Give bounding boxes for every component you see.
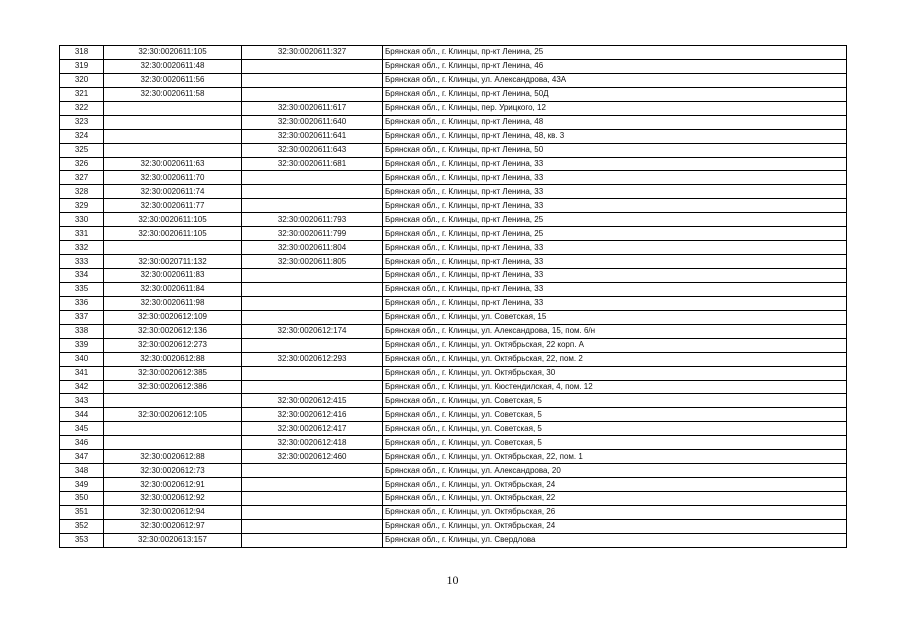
address-cell: Брянская обл., г. Клинцы, ул. Октябрьская, 24 [383,478,847,492]
table-row [60,505,847,519]
object-cadastral-number-cell: 32:30:0020612:174 [242,324,383,338]
address-cell: Брянская обл., г. Клинцы, пр-кт Ленина, 33 [383,255,847,269]
row-number-cell: 323 [60,115,104,129]
object-cadastral-number-cell: 32:30:0020612:293 [242,352,383,366]
row-number-cell: 341 [60,366,104,380]
row-number-cell: 348 [60,464,104,478]
table-row [60,533,847,547]
table-row [60,199,847,213]
parcel-cadastral-number-cell: 32:30:0020611:77 [104,199,242,213]
row-number-cell: 343 [60,394,104,408]
row-number-cell: 351 [60,505,104,519]
object-cadastral-number-cell [242,199,383,213]
row-number-cell: 340 [60,352,104,366]
object-cadastral-number-cell [242,185,383,199]
parcel-cadastral-number-cell: 32:30:0020611:105 [104,46,242,60]
row-number-cell: 320 [60,73,104,87]
address-cell: Брянская обл., г. Клинцы, ул. Советская, 5 [383,394,847,408]
address-cell: Брянская обл., г. Клинцы, ул. Советская, 5 [383,408,847,422]
table-row [60,73,847,87]
object-cadastral-number-cell [242,380,383,394]
row-number-cell: 318 [60,46,104,60]
table-row [60,171,847,185]
row-number-cell: 338 [60,324,104,338]
address-cell: Брянская обл., г. Клинцы, пр-кт Ленина, 48, кв. 3 [383,129,847,143]
object-cadastral-number-cell: 32:30:0020612:417 [242,422,383,436]
parcel-cadastral-number-cell: 32:30:0020612:92 [104,492,242,506]
parcel-cadastral-number-cell: 32:30:0020611:74 [104,185,242,199]
table-row [60,157,847,171]
table-row [60,227,847,241]
table-row [60,366,847,380]
address-cell: Брянская обл., г. Клинцы, пр-кт Ленина, 48 [383,115,847,129]
parcel-cadastral-number-cell [104,129,242,143]
table-row [60,492,847,506]
table-row [60,241,847,255]
parcel-cadastral-number-cell: 32:30:0020612:386 [104,380,242,394]
table-row [60,143,847,157]
table-row [60,464,847,478]
address-cell: Брянская обл., г. Клинцы, ул. Октябрьская, 30 [383,366,847,380]
address-cell: Брянская обл., г. Клинцы, пр-кт Ленина, 50Д [383,87,847,101]
object-cadastral-number-cell: 32:30:0020611:641 [242,129,383,143]
row-number-cell: 339 [60,338,104,352]
address-cell: Брянская обл., г. Клинцы, пер. Урицкого, 12 [383,101,847,115]
parcel-cadastral-number-cell: 32:30:0020611:105 [104,213,242,227]
row-number-cell: 331 [60,227,104,241]
object-cadastral-number-cell [242,59,383,73]
address-cell: Брянская обл., г. Клинцы, ул. Советская, 5 [383,436,847,450]
parcel-cadastral-number-cell: 32:30:0020612:88 [104,450,242,464]
table-row [60,324,847,338]
object-cadastral-number-cell: 32:30:0020611:799 [242,227,383,241]
object-cadastral-number-cell [242,505,383,519]
table-row [60,450,847,464]
table-row [60,519,847,533]
address-cell: Брянская обл., г. Клинцы, ул. Александрова, 15, пом. 6/н [383,324,847,338]
address-cell: Брянская обл., г. Клинцы, ул. Александрова, 20 [383,464,847,478]
row-number-cell: 335 [60,282,104,296]
table-row [60,59,847,73]
parcel-cadastral-number-cell [104,241,242,255]
parcel-cadastral-number-cell [104,422,242,436]
address-cell: Брянская обл., г. Клинцы, ул. Свердлова [383,533,847,547]
parcel-cadastral-number-cell [104,436,242,450]
row-number-cell: 350 [60,492,104,506]
table-row [60,478,847,492]
parcel-cadastral-number-cell: 32:30:0020611:98 [104,296,242,310]
address-cell: Брянская обл., г. Клинцы, пр-кт Ленина, 46 [383,59,847,73]
object-cadastral-number-cell: 32:30:0020612:415 [242,394,383,408]
table-row [60,213,847,227]
row-number-cell: 324 [60,129,104,143]
table-row [60,338,847,352]
table-row [60,296,847,310]
parcel-cadastral-number-cell: 32:30:0020612:109 [104,310,242,324]
object-cadastral-number-cell: 32:30:0020612:416 [242,408,383,422]
parcel-cadastral-number-cell [104,143,242,157]
parcel-cadastral-number-cell: 32:30:0020612:273 [104,338,242,352]
object-cadastral-number-cell: 32:30:0020611:327 [242,46,383,60]
table-row [60,352,847,366]
table-row [60,87,847,101]
address-cell: Брянская обл., г. Клинцы, пр-кт Ленина, 33 [383,296,847,310]
address-cell: Брянская обл., г. Клинцы, пр-кт Ленина, 33 [383,199,847,213]
row-number-cell: 329 [60,199,104,213]
row-number-cell: 321 [60,87,104,101]
row-number-cell: 347 [60,450,104,464]
parcel-cadastral-number-cell: 32:30:0020611:58 [104,87,242,101]
object-cadastral-number-cell [242,338,383,352]
table-row [60,436,847,450]
object-cadastral-number-cell [242,464,383,478]
address-cell: Брянская обл., г. Клинцы, ул. Октябрьская, 24 [383,519,847,533]
address-cell: Брянская обл., г. Клинцы, ул. Советская, 5 [383,422,847,436]
parcel-cadastral-number-cell [104,115,242,129]
table-row [60,422,847,436]
address-cell: Брянская обл., г. Клинцы, ул. Александрова, 43А [383,73,847,87]
row-number-cell: 325 [60,143,104,157]
object-cadastral-number-cell: 32:30:0020612:418 [242,436,383,450]
parcel-cadastral-number-cell: 32:30:0020612:73 [104,464,242,478]
parcel-cadastral-number-cell: 32:30:0020611:83 [104,269,242,283]
address-cell: Брянская обл., г. Клинцы, ул. Октябрьская, 22 [383,492,847,506]
row-number-cell: 333 [60,255,104,269]
table-row [60,310,847,324]
address-cell: Брянская обл., г. Клинцы, ул. Октябрьская, 22, пом. 1 [383,450,847,464]
address-cell: Брянская обл., г. Клинцы, пр-кт Ленина, 50 [383,143,847,157]
page-number: 10 [446,573,459,587]
table-row [60,282,847,296]
parcel-cadastral-number-cell: 32:30:0020611:48 [104,59,242,73]
address-cell: Брянская обл., г. Клинцы, ул. Октябрьская, 26 [383,505,847,519]
row-number-cell: 352 [60,519,104,533]
parcel-cadastral-number-cell: 32:30:0020611:56 [104,73,242,87]
address-cell: Брянская обл., г. Клинцы, пр-кт Ленина, 33 [383,269,847,283]
parcel-cadastral-number-cell: 32:30:0020611:70 [104,171,242,185]
table-row [60,101,847,115]
row-number-cell: 344 [60,408,104,422]
parcel-cadastral-number-cell: 32:30:0020612:88 [104,352,242,366]
object-cadastral-number-cell [242,519,383,533]
parcel-cadastral-number-cell: 32:30:0020612:97 [104,519,242,533]
row-number-cell: 322 [60,101,104,115]
table-row [60,255,847,269]
table-row [60,46,847,60]
object-cadastral-number-cell [242,282,383,296]
address-cell: Брянская обл., г. Клинцы, ул. Советская, 15 [383,310,847,324]
object-cadastral-number-cell: 32:30:0020611:681 [242,157,383,171]
row-number-cell: 327 [60,171,104,185]
table-row [60,115,847,129]
table-row [60,380,847,394]
table-row [60,408,847,422]
address-cell: Брянская обл., г. Клинцы, ул. Октябрьская, 22 корп. А [383,338,847,352]
address-cell: Брянская обл., г. Клинцы, пр-кт Ленина, 33 [383,157,847,171]
table-row [60,185,847,199]
row-number-cell: 345 [60,422,104,436]
row-number-cell: 342 [60,380,104,394]
object-cadastral-number-cell [242,310,383,324]
address-cell: Брянская обл., г. Клинцы, пр-кт Ленина, 33 [383,282,847,296]
address-cell: Брянская обл., г. Клинцы, пр-кт Ленина, 25 [383,227,847,241]
parcel-cadastral-number-cell: 32:30:0020612:385 [104,366,242,380]
row-number-cell: 334 [60,269,104,283]
parcel-cadastral-number-cell [104,394,242,408]
table-row [60,269,847,283]
table-row [60,394,847,408]
table-row [60,129,847,143]
parcel-cadastral-number-cell: 32:30:0020611:63 [104,157,242,171]
row-number-cell: 346 [60,436,104,450]
row-number-cell: 336 [60,296,104,310]
row-number-cell: 353 [60,533,104,547]
parcel-cadastral-number-cell: 32:30:0020612:136 [104,324,242,338]
row-number-cell: 337 [60,310,104,324]
parcel-cadastral-number-cell: 32:30:0020613:157 [104,533,242,547]
cadastral-registry-table [59,45,847,548]
address-cell: Брянская обл., г. Клинцы, ул. Кюстендилская, 4, пом. 12 [383,380,847,394]
object-cadastral-number-cell [242,492,383,506]
address-cell: Брянская обл., г. Клинцы, ул. Октябрьская, 22, пом. 2 [383,352,847,366]
row-number-cell: 319 [60,59,104,73]
object-cadastral-number-cell: 32:30:0020611:643 [242,143,383,157]
object-cadastral-number-cell [242,478,383,492]
parcel-cadastral-number-cell [104,101,242,115]
row-number-cell: 328 [60,185,104,199]
object-cadastral-number-cell: 32:30:0020611:617 [242,101,383,115]
object-cadastral-number-cell: 32:30:0020612:460 [242,450,383,464]
object-cadastral-number-cell: 32:30:0020611:804 [242,241,383,255]
row-number-cell: 326 [60,157,104,171]
row-number-cell: 332 [60,241,104,255]
address-cell: Брянская обл., г. Клинцы, пр-кт Ленина, 25 [383,213,847,227]
parcel-cadastral-number-cell: 32:30:0020711:132 [104,255,242,269]
address-cell: Брянская обл., г. Клинцы, пр-кт Ленина, 33 [383,185,847,199]
parcel-cadastral-number-cell: 32:30:0020612:105 [104,408,242,422]
parcel-cadastral-number-cell: 32:30:0020612:94 [104,505,242,519]
object-cadastral-number-cell [242,87,383,101]
parcel-cadastral-number-cell: 32:30:0020611:84 [104,282,242,296]
object-cadastral-number-cell: 32:30:0020611:805 [242,255,383,269]
object-cadastral-number-cell [242,171,383,185]
address-cell: Брянская обл., г. Клинцы, пр-кт Ленина, 33 [383,171,847,185]
object-cadastral-number-cell [242,296,383,310]
object-cadastral-number-cell [242,533,383,547]
registry-table-body [60,46,847,548]
row-number-cell: 349 [60,478,104,492]
object-cadastral-number-cell [242,366,383,380]
parcel-cadastral-number-cell: 32:30:0020612:91 [104,478,242,492]
object-cadastral-number-cell: 32:30:0020611:640 [242,115,383,129]
object-cadastral-number-cell [242,269,383,283]
address-cell: Брянская обл., г. Клинцы, пр-кт Ленина, 33 [383,241,847,255]
address-cell: Брянская обл., г. Клинцы, пр-кт Ленина, 25 [383,46,847,60]
row-number-cell: 330 [60,213,104,227]
object-cadastral-number-cell [242,73,383,87]
parcel-cadastral-number-cell: 32:30:0020611:105 [104,227,242,241]
object-cadastral-number-cell: 32:30:0020611:793 [242,213,383,227]
